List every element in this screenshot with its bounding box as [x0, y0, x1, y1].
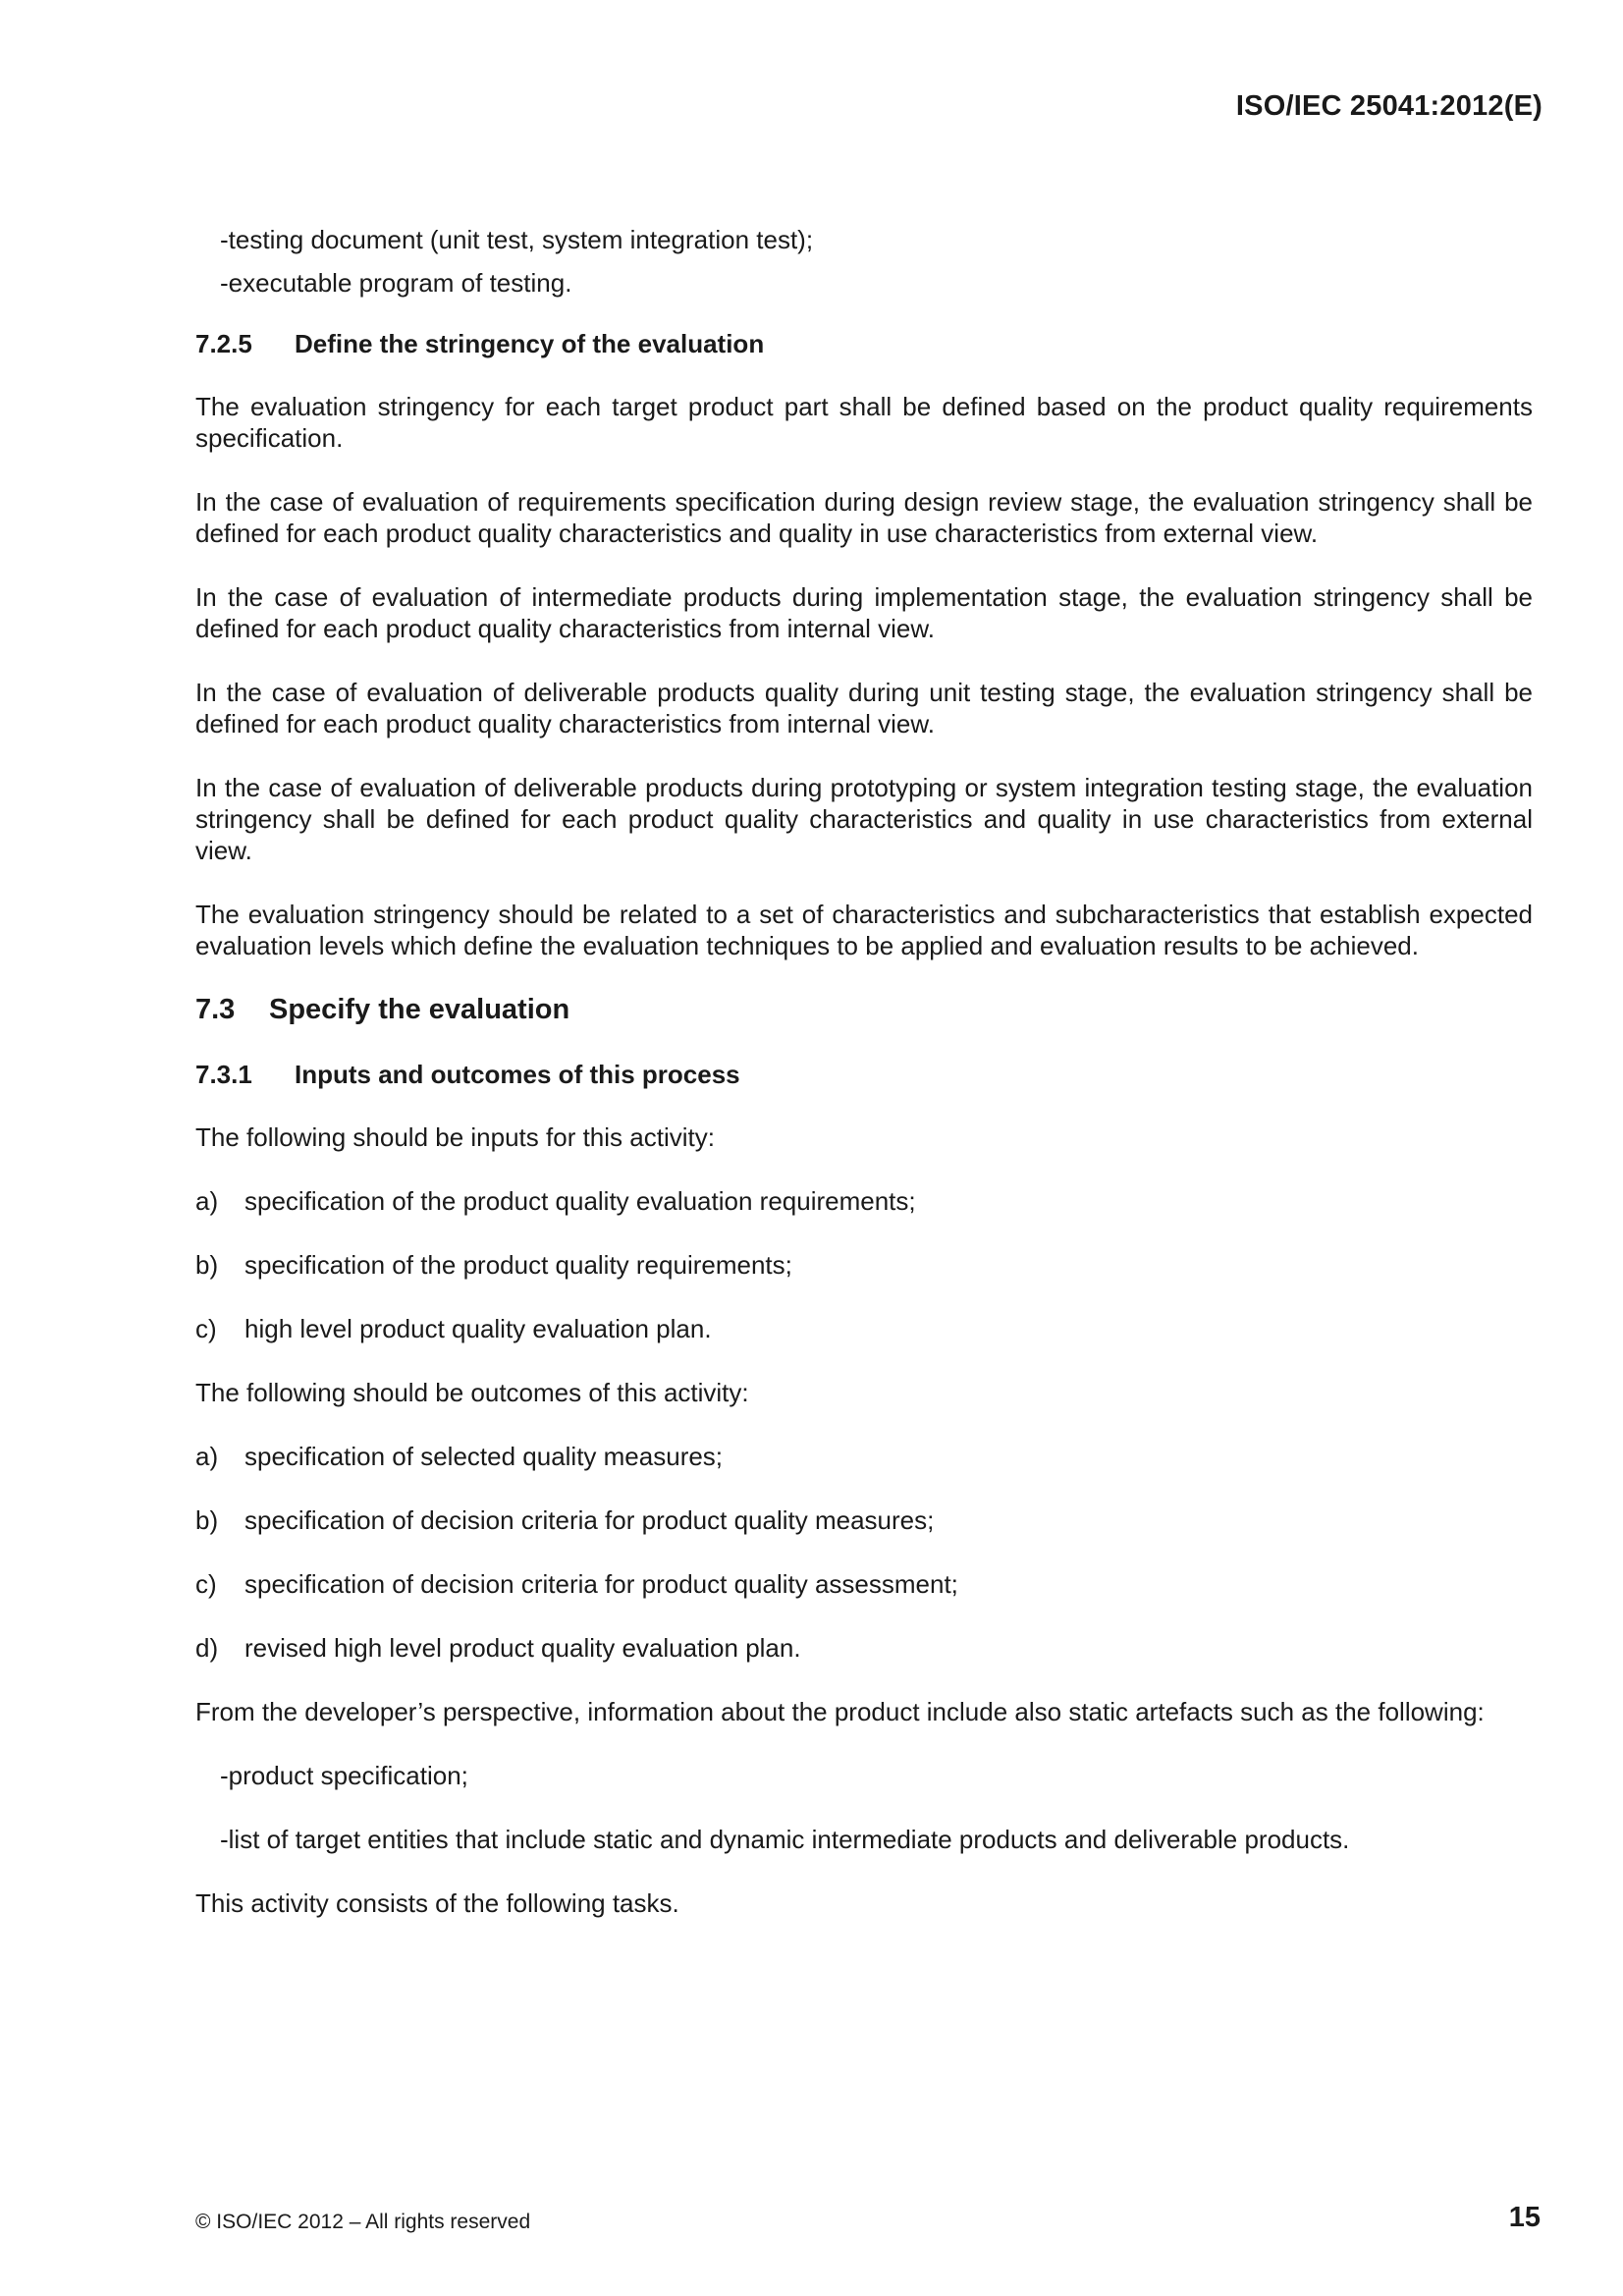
list-marker: c): [195, 1569, 217, 1599]
list-marker: a): [195, 1186, 219, 1216]
list-text: high level product quality evaluation plan.: [244, 1314, 712, 1343]
paragraph: In the case of evaluation of deliverable products quality during unit testing stage, the evaluation stringency shall be defined for each product quality characteristics from internal view.: [195, 678, 1533, 738]
outcome-list-item: [195, 1441, 1533, 1472]
closing-paragraph: This activity consists of the following tasks.: [195, 1888, 679, 1918]
outcome-list-item: [195, 1504, 1533, 1536]
section-heading-7-3: [195, 994, 1533, 1025]
paragraph: The evaluation stringency for each target product part shall be defined based on the product quality requirements specification.: [195, 392, 1533, 453]
section-title: Inputs and outcomes of this process: [295, 1060, 740, 1089]
page-body: [195, 224, 1533, 1951]
paragraph: In the case of evaluation of intermediate products during implementation stage, the evaluation stringency shall be defined for each product quality characteristics from internal view.: [195, 582, 1533, 643]
list-marker: b): [195, 1505, 219, 1535]
paragraph: In the case of evaluation of requirements specification during design review stage, the evaluation stringency shall be defined for each product quality characteristics and quality in use characteristics from external view.: [195, 487, 1533, 548]
list-item: -testing document (unit test, system integration test);: [220, 225, 814, 254]
list-text: specification of the product quality requirements;: [244, 1250, 792, 1280]
section-number: 7.3: [195, 994, 236, 1025]
list-text: revised high level product quality evaluation plan.: [244, 1633, 801, 1663]
outcomes-intro: The following should be outcomes of this activity:: [195, 1378, 749, 1407]
artefact-item: -product specification;: [220, 1761, 468, 1790]
list-item: -executable program of testing.: [220, 268, 572, 298]
input-list-item: [195, 1313, 1533, 1344]
developer-paragraph: From the developer’s perspective, information about the product include also static artefacts such as the following:: [195, 1697, 1485, 1726]
document-id-header: ISO/IEC 25041:2012(E): [1235, 90, 1542, 122]
section-heading-7-2-5: [195, 328, 1533, 359]
list-marker: d): [195, 1633, 219, 1663]
outcome-list-item: [195, 1568, 1533, 1600]
section-number: 7.3.1: [195, 1060, 252, 1089]
input-list-item: [195, 1185, 1533, 1217]
list-text: specification of decision criteria for product quality measures;: [244, 1505, 935, 1535]
copyright-footer: © ISO/IEC 2012 – All rights reserved: [195, 2211, 531, 2233]
list-text: specification of the product quality evaluation requirements;: [244, 1186, 916, 1216]
page-number: 15: [1508, 2202, 1541, 2233]
paragraph: The evaluation stringency should be related to a set of characteristics and subcharacteristics that establish expected evaluation levels which define the evaluation techniques to be applied and evaluation results to be achieved.: [195, 900, 1533, 960]
list-text: specification of selected quality measures;: [244, 1442, 724, 1471]
paragraph: In the case of evaluation of deliverable products during prototyping or system integration testing stage, the evaluation stringency shall be defined for each product quality characteristics and quality in use characteristics from external view.: [195, 773, 1533, 865]
list-marker: a): [195, 1442, 219, 1471]
list-text: specification of decision criteria for product quality assessment;: [244, 1569, 958, 1599]
inputs-intro: The following should be inputs for this activity:: [195, 1122, 715, 1152]
list-marker: b): [195, 1250, 219, 1280]
section-title: Specify the evaluation: [269, 994, 570, 1025]
list-marker: c): [195, 1314, 217, 1343]
input-list-item: [195, 1249, 1533, 1281]
section-title: Define the stringency of the evaluation: [295, 329, 765, 358]
outcome-list-item: [195, 1632, 1533, 1664]
section-heading-7-3-1: [195, 1059, 1533, 1090]
artefact-item: -list of target entities that include static and dynamic intermediate products and deliverable products.: [220, 1825, 1350, 1854]
section-number: 7.2.5: [195, 329, 252, 358]
